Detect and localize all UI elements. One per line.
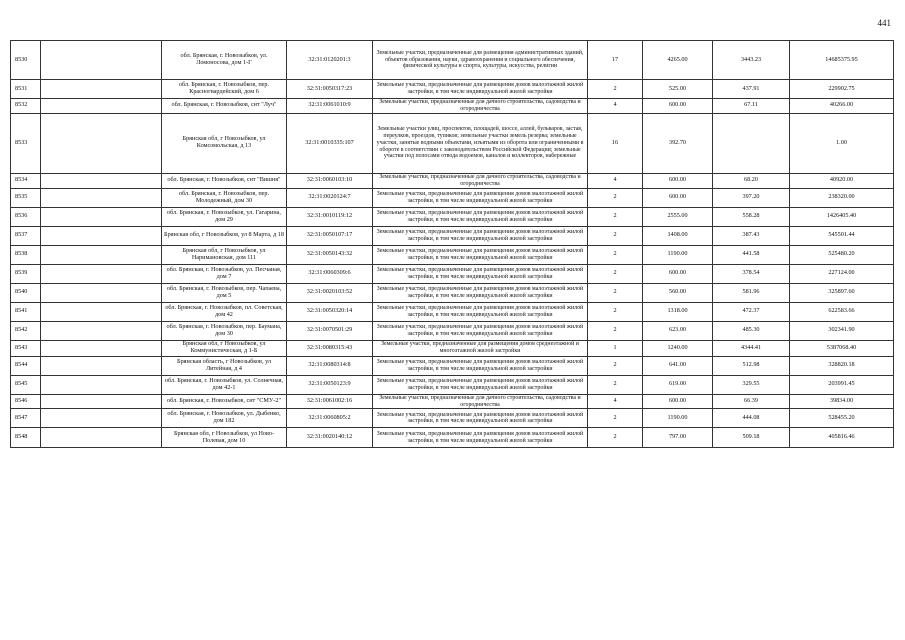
land-use-cell: Земельные участки, предназначенные для размещения домов малоэтажной жилой застройки, в том числе индивидуальной жилой застройки [373,302,588,321]
address-cell: обл. Брянская, г. Новозыбков, ул. Ломоносова, дом 1-Г [162,41,287,80]
cadastral-value-cell: 14685375.95 [790,41,894,80]
area-cell: 1318.00 [643,302,713,321]
area-cell: 4265.00 [643,41,713,80]
area-cell: 1240.00 [643,340,713,356]
empty-cell [41,302,162,321]
specific-value-cell: 472.37 [713,302,790,321]
use-code-cell: 1 [588,340,643,356]
empty-cell [41,41,162,80]
area-cell: 600.00 [643,99,713,114]
cadastral-number-cell: 32:31:0060805:2 [287,409,373,428]
specific-value-cell: 512.98 [713,356,790,375]
land-use-cell: Земельные участки, предназначенные для дачного строительства, садоводства и огородничества [373,394,588,409]
row-number: 8536 [11,207,41,226]
empty-cell [41,173,162,188]
address-cell: обл. Брянская, г. Новозыбков, пер. Красногвардейский, дом 6 [162,80,287,99]
use-code-cell: 4 [588,394,643,409]
specific-value-cell: 509.18 [713,428,790,448]
address-cell: обл. Брянская, г. Новозыбков, снт "Луч" [162,99,287,114]
land-use-cell: Земельные участки, предназначенные для размещения домов малоэтажной жилой застройки, в том числе индивидуальной жилой застройки [373,321,588,340]
table-row [11,41,894,80]
table-row [11,207,894,226]
cadastral-number-cell: 32:31:0050123:9 [287,375,373,394]
area-cell: 600.00 [643,188,713,207]
address-cell: обл. Брянская, г. Новозыбков, ул. Солнечная, дом 42-1 [162,375,287,394]
empty-cell [41,99,162,114]
empty-cell [41,188,162,207]
address-cell: Брянская обл, г Новозыбков, ул Комсомольская, д 13 [162,113,287,173]
area-cell: 600.00 [643,173,713,188]
land-use-cell: Земельные участки, предназначенные для размещения домов малоэтажной жилой застройки, в том числе индивидуальной жилой застройки [373,264,588,283]
specific-value-cell: 441.58 [713,245,790,264]
use-code-cell: 2 [588,321,643,340]
cadastral-value-cell: 545501.44 [790,226,894,245]
table-row [11,99,894,114]
address-cell: обл. Брянская, г. Новозыбков, пер. Чапаева, дом 5 [162,283,287,302]
land-use-cell: Земельные участки, предназначенные для дачного строительства, садоводства и огородничества [373,99,588,114]
area-cell: 392.70 [643,113,713,173]
specific-value-cell: 67.11 [713,99,790,114]
area-cell: 600.00 [643,394,713,409]
table-row [11,283,894,302]
cadastral-value-cell: 528455.20 [790,409,894,428]
specific-value-cell: 3443.23 [713,41,790,80]
area-cell: 623.00 [643,321,713,340]
use-code-cell: 16 [588,113,643,173]
area-cell: 600.00 [643,264,713,283]
use-code-cell: 2 [588,428,643,448]
row-number: 8532 [11,99,41,114]
cadastral-number-cell: 32:31:0050320:14 [287,302,373,321]
table-row [11,80,894,99]
specific-value-cell: 558.28 [713,207,790,226]
cadastral-value-cell: 328820.18 [790,356,894,375]
table-row [11,409,894,428]
cadastral-number-cell: 32:31:0050143:32 [287,245,373,264]
cadastral-value-cell: 1.00 [790,113,894,173]
cadastral-number-cell: 32:31:0060103:10 [287,173,373,188]
address-cell: обл. Брянская, г. Новозыбков, пер. Баумана, дом 30 [162,321,287,340]
cadastral-number-cell: 32:31:0061010:9 [287,99,373,114]
cadastral-value-cell: 622583.66 [790,302,894,321]
table-row [11,375,894,394]
row-number: 8533 [11,113,41,173]
land-use-cell: Земельные участки, предназначенные для дачного строительства, садоводства и огородничества [373,173,588,188]
specific-value-cell: 329.55 [713,375,790,394]
address-cell: обл. Брянская, г. Новозыбков, снт "СМУ-2" [162,394,287,409]
empty-cell [41,321,162,340]
cadastral-number-cell: 32:31:0080314:8 [287,356,373,375]
empty-cell [41,207,162,226]
cadastral-value-cell: 40266.00 [790,99,894,114]
row-number: 8544 [11,356,41,375]
empty-cell [41,113,162,173]
land-use-cell: Земельные участки, предназначенные для размещения домов среднеэтажной и многоэтажной жилой застройки [373,340,588,356]
specific-value-cell: 444.08 [713,409,790,428]
empty-cell [41,409,162,428]
empty-cell [41,245,162,264]
use-code-cell: 4 [588,99,643,114]
land-use-cell: Земельные участки, предназначенные для размещения домов малоэтажной жилой застройки, в том числе индивидуальной жилой застройки [373,375,588,394]
cadastral-value-cell: 40920.00 [790,173,894,188]
empty-cell [41,428,162,448]
row-number: 8530 [11,41,41,80]
cadastral-number-cell: 32:31:0020124:7 [287,188,373,207]
address-cell: обл. Брянская, г. Новозыбков, ул. Дыбенко, дом 182 [162,409,287,428]
table-row [11,264,894,283]
address-cell: обл. Брянская, г. Новозыбков, пер. Молодежный, дом 30 [162,188,287,207]
specific-value-cell: 387.43 [713,226,790,245]
area-cell: 2555.00 [643,207,713,226]
cadastral-number-cell: 32:31:0010119:12 [287,207,373,226]
table-row [11,302,894,321]
table-row [11,321,894,340]
cadastral-value-cell: 1426405.40 [790,207,894,226]
row-number: 8535 [11,188,41,207]
cadastral-number-cell: 32:31:0120201:3 [287,41,373,80]
empty-cell [41,80,162,99]
address-cell: Брянская обл, г Новозыбков, ул 8 Марта, д 18 [162,226,287,245]
cadastral-value-cell: 405816.46 [790,428,894,448]
row-number: 8547 [11,409,41,428]
empty-cell [41,375,162,394]
land-use-cell: Земельные участки, предназначенные для размещения домов малоэтажной жилой застройки, в том числе индивидуальной жилой застройки [373,226,588,245]
row-number: 8539 [11,264,41,283]
cadastral-value-cell: 238320.00 [790,188,894,207]
table-row [11,188,894,207]
specific-value-cell: 378.54 [713,264,790,283]
specific-value-cell: 397.20 [713,188,790,207]
empty-cell [41,394,162,409]
cadastral-value-cell: 229902.75 [790,80,894,99]
use-code-cell: 2 [588,245,643,264]
cadastral-value-cell: 302341.90 [790,321,894,340]
cadastral-number-cell: 32:31:0050107:17 [287,226,373,245]
land-use-cell: Земельные участки, предназначенные для размещения административных зданий, объектов образования, науки, здравоохранения и социального обеспечения, физической культуры и спорта, культуры, искусства, религии [373,41,588,80]
empty-cell [41,264,162,283]
cadastral-value-cell: 325897.60 [790,283,894,302]
area-cell: 797.00 [643,428,713,448]
row-number: 8542 [11,321,41,340]
use-code-cell: 2 [588,302,643,321]
land-use-cell: Земельные участки, предназначенные для размещения домов малоэтажной жилой застройки, в том числе индивидуальной жилой застройки [373,409,588,428]
table-row [11,394,894,409]
row-number: 8531 [11,80,41,99]
row-number: 8537 [11,226,41,245]
row-number: 8540 [11,283,41,302]
cadastral-value-cell: 525480.20 [790,245,894,264]
specific-value-cell: 66.39 [713,394,790,409]
cadastral-value-table [10,40,894,448]
land-use-cell: Земельные участки улиц, проспектов, площадей, шоссе, аллей, бульваров, застав, переулков, проездов, тупиков; земельные участки земель резерва; земельные участки, занятые водными объектами, изъятыми из оборота или ограниченными в обороте в соответствии с законодательством Российской Федерации; земельные участки под полосами отвода водоемов, каналов и коллекторов, набережные [373,113,588,173]
empty-cell [41,340,162,356]
cadastral-number-cell: 32:31:0070501:29 [287,321,373,340]
address-cell: Брянская обл, г Новозыбков, ул Коммунистическая, д 1-Б [162,340,287,356]
cadastral-number-cell: 32:31:0020103:52 [287,283,373,302]
use-code-cell: 2 [588,375,643,394]
table-row [11,356,894,375]
address-cell: Брянская обл, г Новозыбков, ул Ново-Полевая, дом 10 [162,428,287,448]
specific-value-cell [713,113,790,173]
use-code-cell: 2 [588,80,643,99]
area-cell: 525.00 [643,80,713,99]
row-number: 8541 [11,302,41,321]
cadastral-value-cell: 39834.00 [790,394,894,409]
land-use-cell: Земельные участки, предназначенные для размещения домов малоэтажной жилой застройки, в том числе индивидуальной жилой застройки [373,283,588,302]
row-number: 8538 [11,245,41,264]
cadastral-number-cell: 32:31:0010335:107 [287,113,373,173]
land-use-cell: Земельные участки, предназначенные для размещения домов малоэтажной жилой застройки, в том числе индивидуальной жилой застройки [373,356,588,375]
address-cell: обл. Брянская, г. Новозыбков, пл. Советская, дом 42 [162,302,287,321]
area-cell: 1190.00 [643,409,713,428]
table-row [11,245,894,264]
use-code-cell: 2 [588,226,643,245]
use-code-cell: 2 [588,283,643,302]
page-number: 441 [877,18,891,28]
row-number: 8534 [11,173,41,188]
specific-value-cell: 68.20 [713,173,790,188]
cadastral-value-cell: 227124.00 [790,264,894,283]
table-row [11,113,894,173]
empty-cell [41,283,162,302]
specific-value-cell: 437.91 [713,80,790,99]
use-code-cell: 2 [588,207,643,226]
cadastral-number-cell: 32:31:0061002:16 [287,394,373,409]
use-code-cell: 2 [588,188,643,207]
cadastral-number-cell: 32:31:0020140:12 [287,428,373,448]
table-body [11,41,894,448]
address-cell: обл. Брянская, г. Новозыбков, снт "Вишня" [162,173,287,188]
cadastral-number-cell: 32:31:0050317:23 [287,80,373,99]
area-cell: 560.00 [643,283,713,302]
area-cell: 1408.00 [643,226,713,245]
land-use-cell: Земельные участки, предназначенные для размещения домов малоэтажной жилой застройки, в том числе индивидуальной жилой застройки [373,245,588,264]
area-cell: 1190.00 [643,245,713,264]
use-code-cell: 4 [588,173,643,188]
row-number: 8545 [11,375,41,394]
address-cell: обл. Брянская, г. Новозыбков, ул. Песчаная, дом 7 [162,264,287,283]
table-row [11,173,894,188]
specific-value-cell: 4344.41 [713,340,790,356]
area-cell: 619.00 [643,375,713,394]
specific-value-cell: 485.30 [713,321,790,340]
empty-cell [41,226,162,245]
land-use-cell: Земельные участки, предназначенные для размещения домов малоэтажной жилой застройки, в том числе индивидуальной жилой застройки [373,207,588,226]
row-number: 8546 [11,394,41,409]
row-number: 8548 [11,428,41,448]
cadastral-value-cell: 5387068.40 [790,340,894,356]
use-code-cell: 2 [588,409,643,428]
cadastral-number-cell: 32:31:0080315:43 [287,340,373,356]
table-row [11,226,894,245]
cadastral-value-cell: 203991.45 [790,375,894,394]
table-row [11,340,894,356]
address-cell: Брянская обл, г Новозыбков, ул Наримановская, дом 111 [162,245,287,264]
empty-cell [41,356,162,375]
row-number: 8543 [11,340,41,356]
table-row [11,428,894,448]
land-use-cell: Земельные участки, предназначенные для размещения домов малоэтажной жилой застройки, в том числе индивидуальной жилой застройки [373,428,588,448]
specific-value-cell: 581.96 [713,283,790,302]
address-cell: Брянская область, г Новозыбков, ул Литейная, д 4 [162,356,287,375]
address-cell: обл. Брянская, г. Новозыбков, ул. Гагарина, дом 29 [162,207,287,226]
use-code-cell: 17 [588,41,643,80]
use-code-cell: 2 [588,356,643,375]
use-code-cell: 2 [588,264,643,283]
land-use-cell: Земельные участки, предназначенные для размещения домов малоэтажной жилой застройки, в том числе индивидуальной жилой застройки [373,188,588,207]
area-cell: 641.00 [643,356,713,375]
cadastral-number-cell: 32:31:0060309:6 [287,264,373,283]
land-use-cell: Земельные участки, предназначенные для размещения домов малоэтажной жилой застройки, в том числе индивидуальной жилой застройки [373,80,588,99]
